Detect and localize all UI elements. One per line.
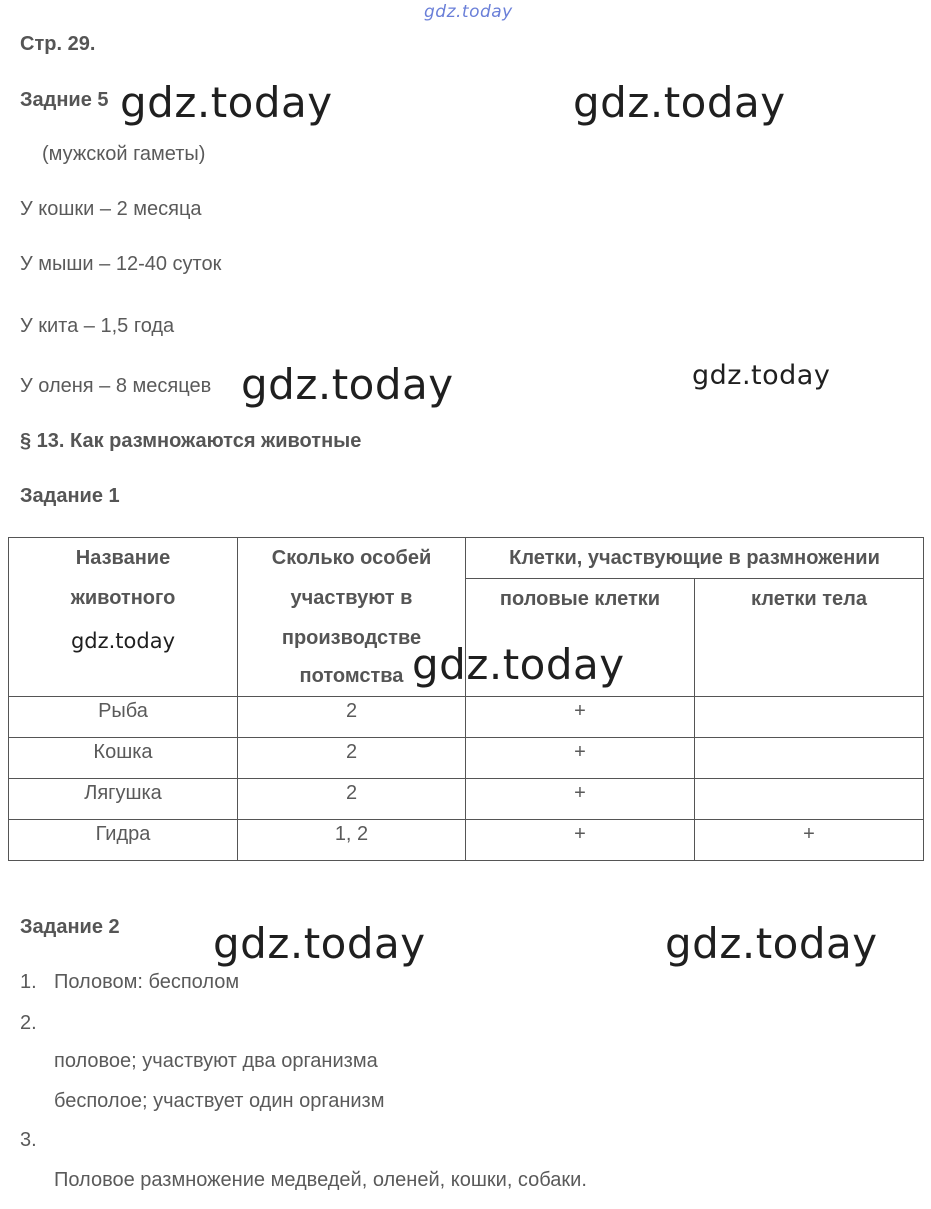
cell-count: 2 [238,779,466,820]
watermark: gdz.today [692,360,831,391]
header-line: животного [70,587,176,609]
header-line: клетки тела [751,588,867,610]
watermark: gdz.today [241,360,454,409]
cell-body-cells [695,697,924,738]
table-header-row [9,538,924,579]
task5-line: У кошки – 2 месяца [20,198,202,220]
cell-count: 2 [238,697,466,738]
task2-item-text: Половом: бесполом [54,971,240,993]
task1-title: Задание 1 [20,485,120,507]
header-line: участвуют в [290,587,413,609]
task2-item-number: 1. [20,971,37,993]
watermark: gdz.today [665,919,878,968]
task5-line: У мыши – 12-40 суток [20,253,222,275]
task2-title: Задание 2 [20,916,120,938]
cell-animal: Гидра [9,820,238,861]
task5-line: У кита – 1,5 года [20,315,175,337]
watermark: gdz.today [213,919,426,968]
cell-sex-cells: + [466,738,695,779]
animals-table [8,537,924,861]
task2-item-text: Половое размножение медведей, оленей, кошки, собаки. [54,1169,587,1191]
table-row [9,697,924,738]
cell-animal: Рыба [9,697,238,738]
page-reference: Стр. 29. [20,33,96,55]
watermark-top: gdz.today [424,2,513,22]
header-body-cells [695,579,924,697]
table-row [9,738,924,779]
header-line: Сколько особей [271,547,432,569]
table-row [9,779,924,820]
cell-animal: Лягушка [9,779,238,820]
task5-line: У оленя – 8 месяцев [20,375,212,397]
task5-title: Задние 5 [20,89,109,111]
task2-item-number: 3. [20,1129,37,1151]
watermark: gdz.today [412,640,625,689]
header-cells-group [466,538,924,579]
cell-body-cells [695,738,924,779]
cell-sex-cells: + [466,820,695,861]
watermark: gdz.today [70,629,176,653]
watermark: gdz.today [573,78,786,127]
task2-item-number: 2. [20,1012,37,1034]
header-line: Клетки, участвующие в размножении [509,547,880,569]
task2-item-text: половое; участвуют два организма [54,1050,378,1072]
cell-count: 2 [238,738,466,779]
cell-sex-cells: + [466,779,695,820]
task2-item-text: бесполое; участвует один организм [54,1090,385,1112]
table-row [9,820,924,861]
watermark: gdz.today [120,78,333,127]
header-animal-name [9,538,238,697]
cell-body-cells [695,779,924,820]
cell-sex-cells: + [466,697,695,738]
cell-animal: Кошка [9,738,238,779]
header-line: производстве [281,627,422,649]
task5-note: (мужской гаметы) [42,143,206,165]
header-line: Название [75,547,171,569]
cell-count: 1, 2 [238,820,466,861]
section-heading: § 13. Как размножаются животные [20,430,362,452]
header-line: потомства [299,665,404,687]
cell-body-cells: + [695,820,924,861]
header-line: половые клетки [499,588,661,610]
